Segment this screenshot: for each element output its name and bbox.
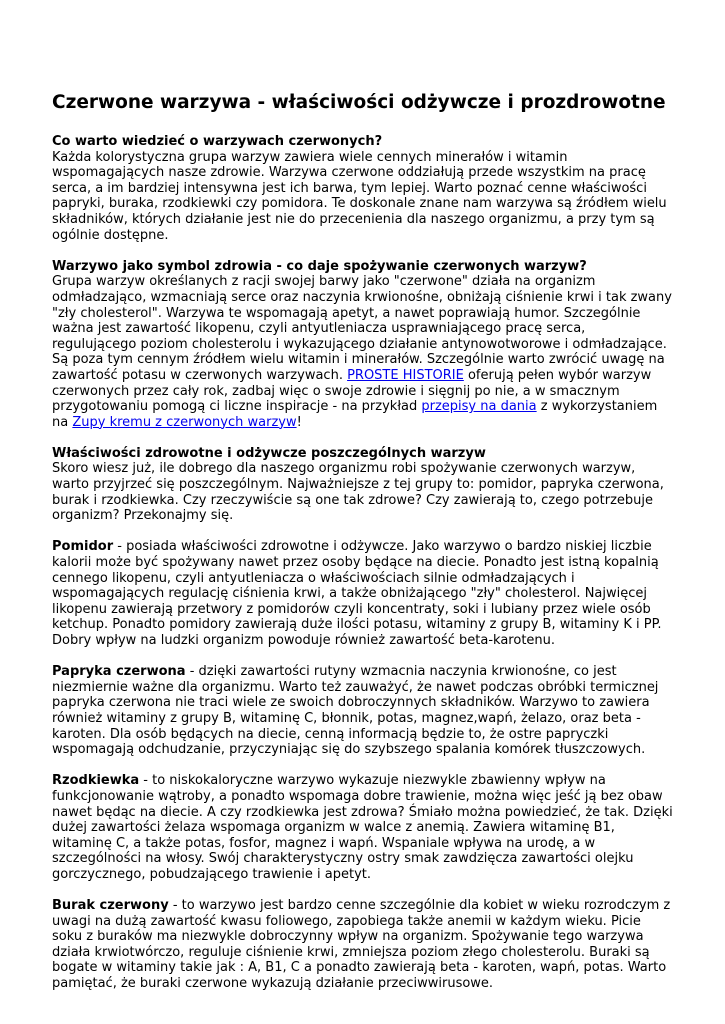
section-heading: Co warto wiedzieć o warzywach czerwonych? [52,134,383,149]
section-body-continued: oferują pełen wybór warzyw czerwonych przez cały rok, zadbaj więc o swoje zdrowie i sięgnij po nie, a w smacznym przygotowaniu pomogą ci liczne inspiracje - na przykład [52,367,652,415]
section-body: - posiada właściwości zdrowotne i odżywcze. Jako warzywo o bardzo niskiej liczbie kalorii może być spożywany nawet przez osoby będące na diecie. Ponadto jest istną kopalnią cennego likopenu, czyli antyutleniacza o właściwościach silnie odmładzających i wspomagających regulację ciśnienia krwi, a także obniżającego "zły" cholesterol. Najwięcej likopenu zawierają przetwory z pomidorów czyli koncentraty, soki i lubiany przez wiele osób ketchup. Ponadto pomidory zawierają duże ilości potasu, witaminy z grupy B, witaminy K i PP. Dobry wpływ na ludzki organizm powoduje również zawartość beta-karotenu. [52,539,662,648]
section-body: - to niskokaloryczne warzywo wykazuje niezwykle zbawienny wpływ na funkcjonowanie wątroby, a ponadto wspomaga dobre trawienie, można więc jeść ją bez obaw nawet będąc na diecie. A czy rzodkiewka jest zdrowa? Śmiało można powiedzieć, że tak. Dzięki dużej zawartości żelaza wspomaga organizm w walce z anemią. Zawiera witaminę B1, witaminę C, a także potas, fosfor, magnez i wapń. Wspaniale wpływa na urodę, a w szczególności na włosy. Swój charakterystyczny ostry smak zawdzięcza zawartości olejku gorczycznego, pobudzającego trawienie i apetyt. [52,773,673,882]
proste-historie-link[interactable]: PROSTE HISTORIE [347,367,464,383]
vegetable-name: Papryka czerwona [52,664,186,680]
section-body: Grupa warzyw określanych z racji swojej barwy jako "czerwone" działa na organizm odmładzająco, wzmacniają serce oraz naczynia krwionośne, obniżają ciśnienie krwi i tak zwany "zły cholesterol". Warzywa te wspomagają apetyt, a nawet poprawiają humor. Szczególnie ważna jest zawartość likopenu, czyli antyutleniacza usprawniającego pracę serca, regulującego poziom cholesterolu i wykazującego działanie antynowotworowe i odmładzające. Są poza tym cennym źródłem wielu witamin i minerałów. Szczególnie warto zwrócić uwagę na zawartość potasu w czerwonych warzywach. [52,274,672,383]
section-body-end: ! [296,414,302,430]
section-body: Skoro wiesz już, ile dobrego dla naszego organizmu robi spożywanie czerwonych warzyw, warto przyjrzeć się poszczególnym. Najważniejsze z tej grupy to: pomidor, papryka czerwona, burak i rzodkiewka. Czy rzeczywiście są one tak zdrowe? Czy zawierają to, czego potrzebuje organizm? Przekonajmy się. [52,461,664,524]
section-burak [52,898,673,992]
vegetable-name: Pomidor [52,539,114,555]
zupy-kremu-link[interactable]: Zupy kremu z czerwonych warzyw [72,414,297,430]
page-title: Czerwone warzywa - właściwości odżywcze i prozdrowotne [52,92,666,113]
vegetable-name: Rzodkiewka [52,773,140,789]
section-heading: Właściwości zdrowotne i odżywcze poszczególnych warzyw [52,445,486,461]
section-pomidor [52,539,673,648]
section-body: - dzięki zawartości rutyny wzmacnia naczynia krwionośne, co jest niezmiernie ważne dla organizmu. Warto też zauważyć, że nawet podczas obróbki termicznej papryka czerwona nie traci wiele ze swoich dobroczynnych składników. Warzywo to zawiera również witaminy z grupy B, witaminę C, błonnik, potas, magnez,wapń, żelazo, oraz beta - karoten. Dla osób będących na diecie, cenną informacją będzie to, że ostre papryczki wspomagają odchudzanie, przyczyniając się do szybszego spalania komórek tłuszczowych. [52,664,659,758]
section-body-continued: z wykorzystaniem na [52,399,658,430]
section-body: - to warzywo jest bardzo cenne szczególnie dla kobiet w wieku rozrodczym z uwagi na dużą zawartość kwasu foliowego, zapobiega także anemii w każdym wieku. Picie soku z buraków ma niezwykle dobroczynny wpływ na organizm. Spożywanie tego warzywa działa krwiotwórczo, reguluje ciśnienie krwi, zmniejsza poziom złego cholesterolu. Buraki są bogate w witaminy takie jak : A, B1, C a ponadto zawierają beta - karoten, wapń, potas. Warto pamiętać, że buraki czerwone wykazują działanie przeciwwirusowe. [52,898,671,992]
section-properties [52,446,673,524]
section-body: Każda kolorystyczna grupa warzyw zawiera wiele cennych minerałów i witamin wspomagających nasze zdrowie. Warzywa czerwone oddziałują przede wszystkim na pracę serca, a im bardziej intensywna jest ich barwa, tym lepiej. Warto poznać cenne właściwości papryki, buraka, rzodkiewki czy pomidora. Te doskonale znane nam warzywa są źródłem wielu składników, których działanie jest nie do przecenienia dla naszego organizmu, a przy tym są ogólnie dostępne. [52,149,667,243]
vegetable-name: Burak czerwony [52,898,169,914]
section-rzodkiewka [52,773,673,882]
section-papryka [52,664,673,758]
section-health-symbol [52,259,673,431]
przepisy-na-dania-link[interactable]: przepisy na dania [421,399,537,415]
section-heading: Warzywo jako symbol zdrowia - co daje spożywanie czerwonych warzyw? [52,258,587,274]
section-intro [52,134,673,243]
